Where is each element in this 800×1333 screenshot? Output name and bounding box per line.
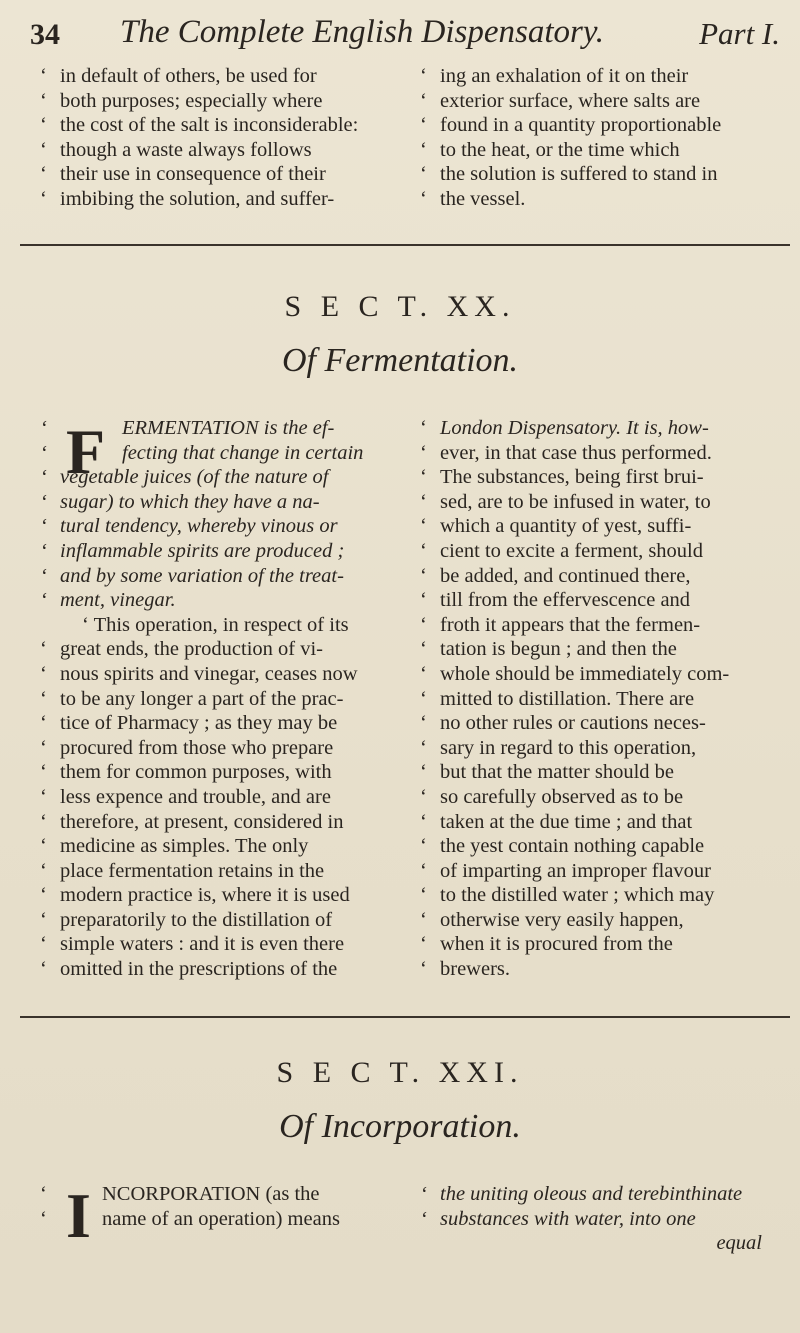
text-line: ‘ fecting that change in certain: [40, 441, 364, 464]
text-line: ‘ of imparting an improper flavour: [420, 859, 711, 882]
text-line: ‘ cient to excite a ferment, should: [420, 539, 703, 562]
text-line: ‘ London Dispensatory. It is, how-: [420, 417, 709, 439]
text-line: ‘ otherwise very easily happen,: [420, 908, 684, 931]
section-21-left-column: [40, 1180, 412, 1251]
part-label: Part I.: [699, 16, 780, 51]
text-line: ‘ omitted in the prescriptions of the: [40, 958, 338, 981]
text-line: ‘ sed, are to be infused in water, to: [420, 490, 711, 513]
text-line: ‘ therefore, at present, considered in: [40, 810, 344, 833]
text-line: ‘ till from the effervescence and: [420, 589, 691, 612]
text-line: ‘ sary in regard to this operation,: [420, 736, 697, 759]
text-line: ‘ the solution is suffered to stand in: [420, 163, 718, 186]
text-line: ‘ which a quantity of yest, suffi-: [420, 515, 692, 538]
text-line: ‘ vegetable juices (of the nature of: [40, 466, 329, 489]
text-line: ‘ modern practice is, where it is used: [40, 884, 350, 907]
text-line: ‘ exterior surface, where salts are: [420, 89, 701, 112]
text-line: ‘ whole should be immediately com-: [420, 662, 730, 685]
text-line: ‘ inflammable spirits are produced ;: [40, 539, 345, 562]
section-20-right-column: [420, 416, 792, 982]
section-20-left-column: [40, 416, 412, 982]
section-title: Of Fermentation.: [281, 342, 519, 379]
text-line: ‘ procured from those who prepare: [40, 736, 334, 759]
text-line: ‘ less expence and trouble, and are: [40, 785, 331, 808]
text-line: ‘ ing an exhalation of it on their: [420, 65, 689, 87]
text-line: ‘ be added, and continued there,: [420, 564, 691, 587]
page-header: [30, 14, 780, 58]
drop-cap: F: [66, 416, 106, 487]
text-line: ‘ medicine as simples. The only: [40, 835, 309, 858]
top-right-column: [420, 64, 790, 212]
text-line: ‘ to be any longer a part of the prac-: [40, 687, 344, 710]
text-line: ‘ the vessel.: [420, 187, 526, 210]
text-line: ‘ their use in consequence of their: [40, 163, 326, 186]
text-line: ‘ substances with water, into one: [420, 1207, 696, 1230]
text-line: ‘ NCORPORATION (as the: [40, 1183, 320, 1205]
text-line: ‘ to the distilled water ; which may: [420, 884, 715, 907]
text-line: ‘ tice of Pharmacy ; as they may be: [40, 712, 338, 735]
text-line: ‘ the cost of the salt is inconsiderable:: [40, 114, 359, 137]
section-heading: S E C T. XXI.: [276, 1056, 524, 1089]
text-line: ‘ found in a quantity proportionable: [420, 114, 722, 137]
text-line: ‘ mitted to distillation. There are: [420, 687, 695, 710]
text-line: ‘ This operation, in respect of its: [82, 613, 349, 636]
text-line: ‘ so carefully observed as to be: [420, 785, 684, 808]
text-line: ‘ simple waters : and it is even there: [40, 933, 345, 956]
text-line: ‘ ment, vinegar.: [40, 589, 176, 612]
text-line: ‘ though a waste always follows: [40, 138, 312, 161]
drop-cap: I: [66, 1180, 91, 1251]
text-line: ‘ in default of others, be used for: [40, 65, 317, 87]
page-number: 34: [30, 18, 60, 51]
text-line: ‘ when it is procured from the: [420, 933, 673, 956]
top-left-column: [40, 64, 410, 212]
text-line: ‘ great ends, the production of vi-: [40, 638, 324, 661]
text-line: ‘ nous spirits and vinegar, ceases now: [40, 662, 358, 685]
text-line: ‘ preparatorily to the distillation of: [40, 908, 333, 931]
section-heading: S E C T. XX.: [284, 290, 516, 323]
text-line: ‘ ERMENTATION is the ef-: [40, 417, 335, 439]
text-line: ‘ but that the matter should be: [420, 761, 674, 784]
text-line: ‘ place fermentation retains in the: [40, 859, 325, 882]
text-line: ‘ and by some variation of the treat-: [40, 564, 344, 587]
text-line: ‘ no other rules or cautions neces-: [420, 712, 706, 735]
text-line: ‘ imbibing the solution, and suffer-: [40, 187, 335, 210]
catchword: equal: [716, 1232, 762, 1255]
text-line: ‘ to the heat, or the time which: [420, 138, 680, 161]
text-line: ‘ taken at the due time ; and that: [420, 810, 693, 833]
running-title: The Complete English Dispensatory.: [120, 14, 604, 50]
text-line: ‘ brewers.: [420, 958, 511, 981]
text-line: ‘ tural tendency, whereby vinous or: [40, 515, 338, 538]
text-line: ‘ froth it appears that the fermen-: [420, 613, 701, 636]
text-line: ‘ them for common purposes, with: [40, 761, 332, 784]
text-line: ‘ tation is begun ; and then the: [420, 638, 677, 661]
text-line: ‘ ever, in that case thus performed.: [420, 441, 712, 464]
section-divider: [20, 244, 790, 246]
section-21-right-column: [420, 1182, 792, 1256]
text-line: ‘ The substances, being first brui-: [420, 466, 704, 489]
text-line: ‘ the uniting oleous and terebinthinate: [420, 1183, 743, 1205]
text-line: ‘ the yest contain nothing capable: [420, 835, 705, 858]
text-line: ‘ sugar) to which they have a na-: [40, 490, 320, 513]
section-title: Of Incorporation.: [279, 1108, 521, 1145]
text-line: ‘ both purposes; especially where: [40, 89, 323, 112]
section-divider: [20, 1016, 790, 1018]
text-line: ‘ name of an operation) means: [40, 1207, 340, 1230]
